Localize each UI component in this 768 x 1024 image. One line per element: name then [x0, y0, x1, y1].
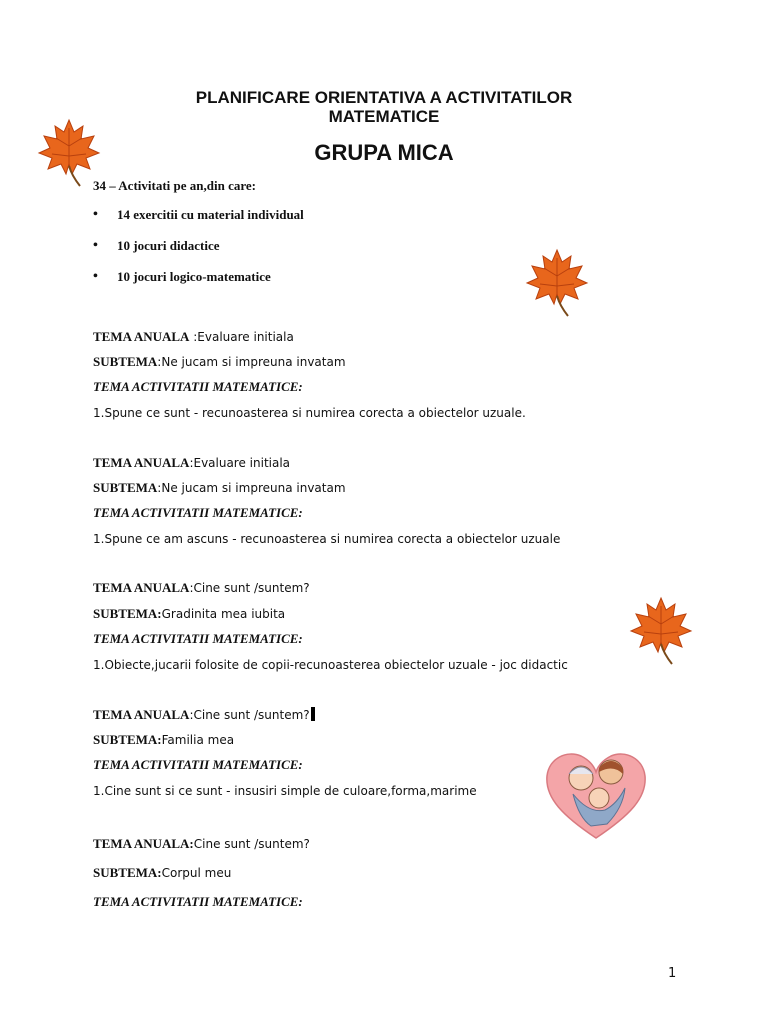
activity-item: 1.Spune ce am ascuns - recunoasterea si numirea corecta a obiectelor uzuale	[93, 532, 561, 546]
tema-anuala-line	[93, 328, 294, 346]
subtema-label: SUBTEMA:	[93, 606, 162, 621]
tema-label: TEMA ANUALA	[93, 455, 190, 470]
text-cursor	[311, 707, 315, 721]
activity-theme-label: TEMA ACTIVITATII MATEMATICE:	[93, 894, 303, 909]
family-heart-icon	[543, 748, 649, 842]
tema-value: :Evaluare initiala	[189, 456, 291, 470]
subtema-label: SUBTEMA	[93, 480, 158, 495]
page-number: 1	[668, 966, 677, 981]
activities-list	[93, 206, 304, 299]
subtema-value: Familia mea	[161, 733, 235, 747]
tema-label: TEMA ANUALA	[93, 580, 190, 595]
activity-item: 1.Obiecte,jucarii folosite de copii-recunoasterea obiectelor uzuale - joc didactic	[93, 658, 568, 672]
activity-theme-label: TEMA ACTIVITATII MATEMATICE:	[93, 379, 303, 394]
subtema-label: SUBTEMA:	[93, 865, 162, 880]
tema-value: :Cine sunt /suntem?	[189, 581, 310, 595]
subtema-label: SUBTEMA	[93, 354, 158, 369]
document-title-line-2: MATEMATICE	[328, 107, 440, 126]
tema-value: Cine sunt /suntem?	[193, 837, 310, 851]
subtema-line	[93, 864, 231, 882]
subtema-value: Gradinita mea iubita	[161, 607, 286, 621]
activity-item: 1.Cine sunt si ce sunt - insusiri simple de culoare,forma,marime	[93, 784, 477, 798]
tema-anuala-line	[93, 454, 290, 472]
subtema-line	[93, 731, 234, 749]
autumn-leaf-icon	[524, 246, 590, 318]
subtema-line	[93, 353, 346, 371]
tema-value: :Evaluare initiala	[189, 330, 294, 344]
document-title-line-1: PLANIFICARE ORIENTATIVA A ACTIVITATILOR	[195, 88, 573, 107]
autumn-leaf-icon	[36, 116, 102, 188]
list-item: • 10 jocuri didactice	[93, 237, 304, 268]
activity-theme-label: TEMA ACTIVITATII MATEMATICE:	[93, 631, 303, 646]
subtema-line	[93, 605, 285, 623]
autumn-leaf-icon	[628, 594, 694, 666]
tema-anuala-line	[93, 835, 310, 853]
tema-anuala-line	[93, 579, 310, 597]
group-title: GRUPA MICA	[314, 140, 454, 165]
tema-anuala-line	[93, 706, 315, 724]
subtema-value: Corpul meu	[161, 866, 232, 880]
activities-intro: 34 – Activitati pe an,din care:	[93, 178, 256, 193]
activity-theme-label: TEMA ACTIVITATII MATEMATICE:	[93, 505, 303, 520]
subtema-value: :Ne jucam si impreuna invatam	[157, 355, 346, 369]
activity-theme-label: TEMA ACTIVITATII MATEMATICE:	[93, 757, 303, 772]
tema-label: TEMA ANUALA:	[93, 836, 194, 851]
subtema-value: :Ne jucam si impreuna invatam	[157, 481, 346, 495]
list-item: • 14 exercitii cu material individual	[93, 206, 304, 237]
tema-value: :Cine sunt /suntem?	[189, 708, 310, 722]
tema-label: TEMA ANUALA	[93, 329, 190, 344]
list-item: • 10 jocuri logico-matematice	[93, 268, 304, 299]
subtema-line	[93, 479, 346, 497]
tema-label: TEMA ANUALA	[93, 707, 190, 722]
activity-item: 1.Spune ce sunt - recunoasterea si numirea corecta a obiectelor uzuale.	[93, 406, 526, 420]
subtema-label: SUBTEMA:	[93, 732, 162, 747]
